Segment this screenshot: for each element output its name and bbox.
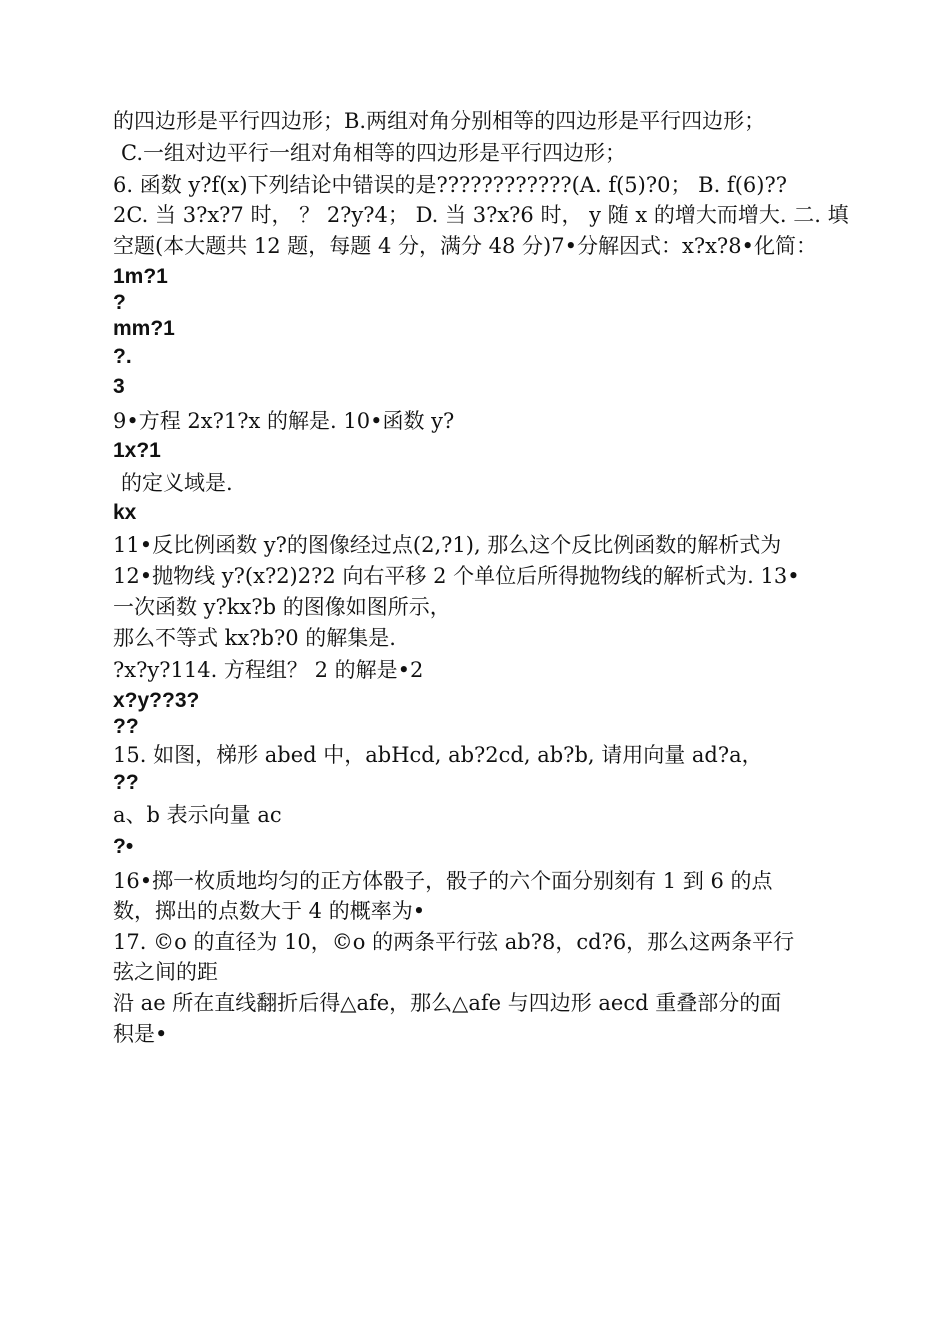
question-10-tail: 的定义域是. — [121, 471, 233, 495]
question-9-10-line: 9•方程 2x?1?x 的解是. 10•函数 y? — [113, 409, 455, 433]
question-18-line-1: 沿 ae 所在直线翻折后得△afe，那么△afe 与四边形 aecd 重叠部分的面 — [113, 991, 782, 1015]
question-14-line-3: ?? — [113, 715, 139, 738]
question-15-line-2: ?? — [113, 771, 139, 794]
text-line-2: C.一组对边平行一组对角相等的四边形是平行四边形； — [121, 141, 626, 165]
question-17-line-2: 弦之间的距 — [113, 960, 218, 984]
question-17-line-1: 17. ©o 的直径为 10，©o 的两条平行弦 ab?8，cd?6，那么这两条平行 — [113, 930, 795, 954]
question-18-line-2: 积是• — [113, 1022, 168, 1046]
fraction-numerator: 1m?1 — [113, 265, 168, 288]
text-line-1: 的四边形是平行四边形；B.两组对角分别相等的四边形是平行四边形； — [113, 109, 766, 133]
question-13-line-1: 一次函数 y?kx?b 的图像如图所示， — [113, 595, 451, 619]
question-15-line-3: a、b 表示向量 ac — [113, 803, 282, 827]
question-6-line-2: 2C. 当 3?x?7 时， ？ 2?y?4； D. 当 3?x?6 时， y 随 x 的增大而增大. 二. 填 — [113, 203, 849, 227]
section-2-heading-line: 空题(本大题共 12 题，每题 4 分，满分 48 分)7•分解因式：x?x?8•化简： — [113, 234, 817, 258]
fraction-tail: ?. — [113, 345, 132, 368]
question-12-line: 12•抛物线 y?(x?2)2?2 向右平移 2 个单位后所得抛物线的解析式为. 13• — [113, 564, 800, 588]
question-11-line: 11•反比例函数 y?的图像经过点(2,?1), 那么这个反比例函数的解析式为 — [113, 533, 782, 557]
fraction-denominator: mm?1 — [113, 317, 175, 340]
question-14-line-1: ?x?y?114. 方程组？ 2 的解是•2 — [113, 658, 424, 682]
question-15-line-1: 15. 如图，梯形 abed 中，abHcd, ab?2cd, ab?b, 请用向量 ad?a， — [113, 743, 763, 767]
question-13-line-2: 那么不等式 kx?b?0 的解集是. — [113, 626, 396, 650]
question-16-line-2: 数，掷出的点数大于 4 的概率为• — [113, 899, 426, 923]
question-10-fraction: 1x?1 — [113, 439, 161, 462]
question-15-line-4: ?• — [113, 835, 134, 858]
item-number-3: 3 — [113, 375, 125, 398]
question-14-line-2: x?y??3? — [113, 689, 200, 712]
question-6-line-1: 6. 函数 y?f(x)下列结论中错误的是????????????(A. f(5)?0； B. f(6)?? — [113, 173, 787, 197]
fraction-symbol: ? — [113, 291, 126, 314]
question-11-fraction: kx — [113, 501, 137, 524]
question-16-line-1: 16•掷一枚质地均匀的正方体骰子，骰子的六个面分别刻有 1 到 6 的点 — [113, 869, 773, 893]
